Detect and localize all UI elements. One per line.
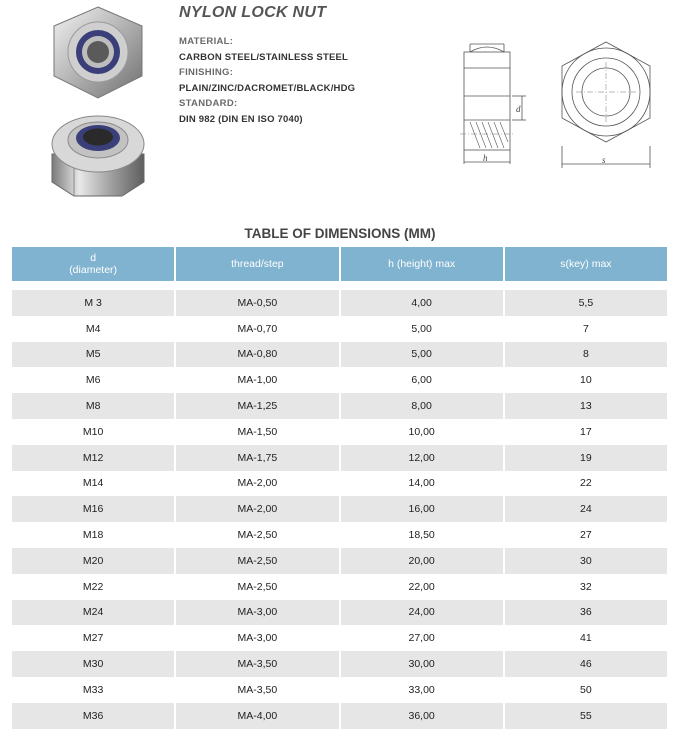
- header-thread: thread/step: [176, 247, 340, 281]
- cell-thread: MA-3,00: [176, 625, 340, 651]
- cell-thread: MA-3,50: [176, 677, 340, 703]
- header-diameter-label: d: [90, 252, 97, 264]
- table-body: [12, 290, 667, 729]
- cell-height: 12,00: [341, 445, 505, 471]
- cell-thread: MA-2,00: [176, 496, 340, 522]
- cell-diameter: M8: [12, 393, 176, 419]
- table-row: [12, 625, 667, 651]
- cell-height: 5,00: [341, 316, 505, 342]
- cell-key: 30: [580, 554, 592, 567]
- cell-height: 33,00: [341, 677, 505, 703]
- cell-diameter: M36: [12, 703, 176, 729]
- cell-key: 24: [580, 503, 592, 516]
- cell-key: 10: [580, 374, 592, 387]
- cell-thread: MA-2,50: [176, 574, 340, 600]
- spec-standard-label: STANDARD:: [179, 98, 238, 109]
- cell-key: 19: [580, 451, 592, 464]
- cell-diameter: M12: [12, 445, 176, 471]
- table-header: [12, 247, 667, 281]
- header-diameter-sub: (diameter): [69, 264, 118, 276]
- drawing-label-s: s: [602, 155, 606, 165]
- cell-thread: MA-1,00: [176, 367, 340, 393]
- table-row: [12, 496, 667, 522]
- cell-key: 7: [582, 322, 589, 335]
- cell-thread: MA-3,50: [176, 651, 340, 677]
- table-row: [12, 316, 667, 342]
- table-row: [12, 419, 667, 445]
- table-row: [12, 393, 667, 419]
- cell-height: 5,00: [341, 342, 505, 368]
- cell-height: 14,00: [341, 471, 505, 497]
- cell-height: 30,00: [341, 651, 505, 677]
- table-row: [12, 445, 667, 471]
- product-title: NYLON LOCK NUT: [179, 4, 327, 21]
- cell-key: 55: [580, 709, 592, 722]
- cell-diameter: M4: [12, 316, 176, 342]
- cell-key: 8: [582, 348, 589, 361]
- cell-height: 4,00: [341, 290, 505, 316]
- cell-height: 16,00: [341, 496, 505, 522]
- cell-diameter: M30: [12, 651, 176, 677]
- cell-key: 5,5: [578, 296, 594, 309]
- cell-thread: MA-3,00: [176, 600, 340, 626]
- spec-standard-value: DIN 982 (DIN EN ISO 7040): [179, 113, 303, 125]
- table-row: [12, 574, 667, 600]
- cell-key: 50: [580, 683, 592, 696]
- cell-height: 27,00: [341, 625, 505, 651]
- cell-thread: MA-2,50: [176, 522, 340, 548]
- cell-thread: MA-2,00: [176, 471, 340, 497]
- cell-thread: MA-4,00: [176, 703, 340, 729]
- table-row: [12, 367, 667, 393]
- cell-height: 6,00: [341, 367, 505, 393]
- cell-thread: MA-1,25: [176, 393, 340, 419]
- spec-finishing-label: FINISHING:: [179, 67, 234, 78]
- table-row: [12, 703, 667, 729]
- cell-diameter: M 3: [12, 290, 176, 316]
- cell-height: 20,00: [341, 548, 505, 574]
- cell-height: 36,00: [341, 703, 505, 729]
- cell-thread: MA-1,75: [176, 445, 340, 471]
- dimensions-table: [12, 247, 667, 729]
- cell-thread: MA-0,50: [176, 290, 340, 316]
- cell-diameter: M20: [12, 548, 176, 574]
- cell-diameter: M16: [12, 496, 176, 522]
- spec-material-value: CARBON STEEL/STAINLESS STEEL: [179, 51, 349, 63]
- cell-height: 24,00: [341, 600, 505, 626]
- cell-key: 36: [580, 606, 592, 619]
- cell-thread: MA-0,80: [176, 342, 340, 368]
- cell-thread: MA-1,50: [176, 419, 340, 445]
- cell-key: 32: [580, 580, 592, 593]
- table-row: [12, 677, 667, 703]
- cell-height: 8,00: [341, 393, 505, 419]
- table-row: [12, 342, 667, 368]
- cell-key: 27: [580, 529, 592, 542]
- table-row: [12, 290, 667, 316]
- cell-thread: MA-0,70: [176, 316, 340, 342]
- table-title: TABLE OF DIMENSIONS (MM): [244, 226, 436, 241]
- cell-key: 22: [580, 477, 592, 490]
- cell-diameter: M6: [12, 367, 176, 393]
- cell-diameter: M14: [12, 471, 176, 497]
- cell-key: 17: [580, 425, 592, 438]
- table-row: [12, 548, 667, 574]
- spec-finishing-value: PLAIN/ZINC/DACROMET/BLACK/HDG: [179, 82, 356, 94]
- spec-material-label: MATERIAL:: [179, 36, 234, 47]
- nut-product-image: [44, 4, 152, 200]
- table-row: [12, 471, 667, 497]
- drawing-label-h: h: [483, 153, 488, 163]
- cell-diameter: M22: [12, 574, 176, 600]
- drawing-label-d: d: [516, 104, 521, 114]
- table-row: [12, 522, 667, 548]
- cell-key: 41: [580, 632, 592, 645]
- header-height: h (height) max: [341, 247, 505, 281]
- cell-key: 13: [580, 400, 592, 413]
- cell-height: 10,00: [341, 419, 505, 445]
- cell-diameter: M5: [12, 342, 176, 368]
- technical-drawing: [450, 38, 665, 178]
- table-row: [12, 651, 667, 677]
- cell-diameter: M10: [12, 419, 176, 445]
- cell-height: 22,00: [341, 574, 505, 600]
- cell-height: 18,50: [341, 522, 505, 548]
- cell-diameter: M24: [12, 600, 176, 626]
- cell-diameter: M27: [12, 625, 176, 651]
- cell-diameter: M33: [12, 677, 176, 703]
- header-diameter: [12, 247, 176, 281]
- cell-thread: MA-2,50: [176, 548, 340, 574]
- table-row: [12, 600, 667, 626]
- header-key: s(key) max: [560, 258, 612, 270]
- cell-key: 46: [580, 658, 592, 671]
- product-specs: [179, 34, 439, 127]
- cell-diameter: M18: [12, 522, 176, 548]
